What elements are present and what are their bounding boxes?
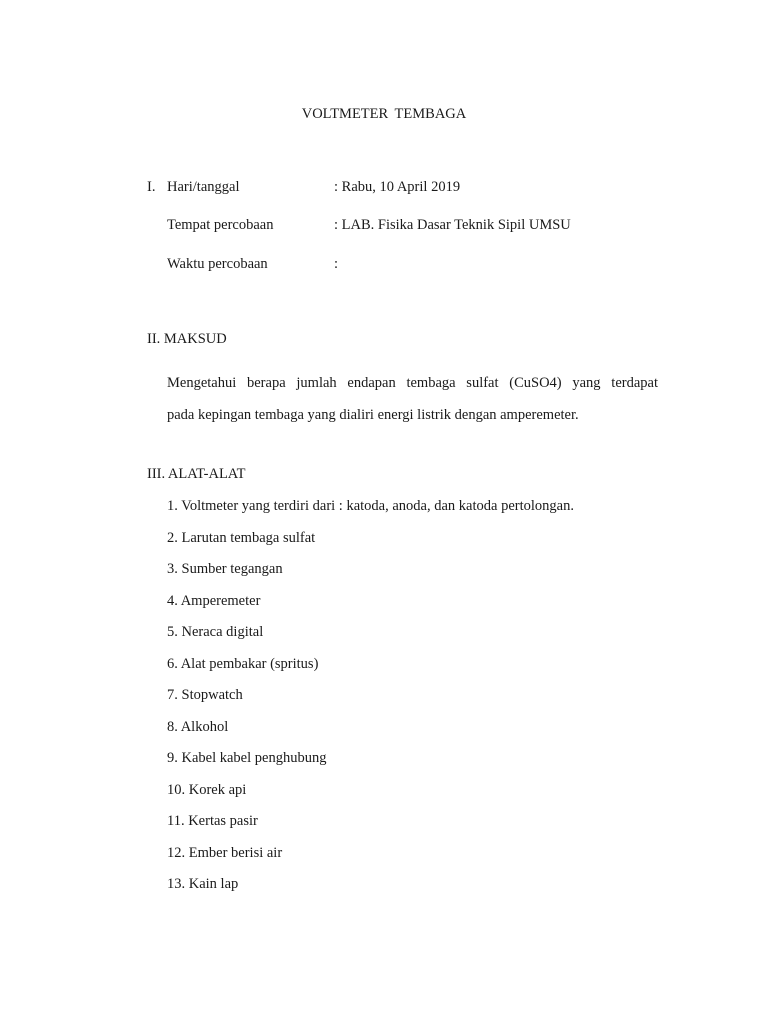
section-1-numeral: I. — [147, 179, 156, 195]
list-item: 3. Sumber tegangan — [167, 561, 283, 577]
list-item: 8. Alkohol — [167, 719, 229, 735]
document-title: VOLTMETER TEMBAGA — [301, 106, 467, 122]
label-tempat-percobaan: Tempat percobaan — [167, 217, 274, 233]
value-hari-tanggal: : Rabu, 10 April 2019 — [334, 179, 461, 195]
label-hari-tanggal: Hari/tanggal — [167, 179, 240, 195]
list-item: 5. Neraca digital — [167, 624, 264, 640]
list-item: 1. Voltmeter yang terdiri dari : katoda, anoda, dan katoda pertolongan. — [167, 498, 574, 514]
list-item: 11. Kertas pasir — [167, 813, 258, 829]
value-tempat-percobaan: : LAB. Fisika Dasar Teknik Sipil UMSU — [334, 217, 571, 233]
maksud-line: pada kepingan tembaga yang dialiri energi listrik dengan amperemeter. — [167, 407, 579, 423]
list-item: 10. Korek api — [167, 782, 247, 798]
value-waktu-percobaan: : — [334, 256, 339, 272]
maksud-paragraph — [167, 367, 658, 431]
list-item: 7. Stopwatch — [167, 687, 243, 703]
section-3-heading: III. ALAT-ALAT — [147, 466, 246, 482]
section-2-heading: II. MAKSUD — [147, 331, 227, 347]
maksud-line: Mengetahui berapa jumlah endapan tembaga sulfat (CuSO4) yang terdapat — [167, 375, 658, 391]
list-item: 13. Kain lap — [167, 876, 239, 892]
list-item: 12. Ember berisi air — [167, 845, 283, 861]
list-item: 2. Larutan tembaga sulfat — [167, 530, 316, 546]
list-item: 9. Kabel kabel penghubung — [167, 750, 327, 766]
label-waktu-percobaan: Waktu percobaan — [167, 256, 268, 272]
list-item: 4. Amperemeter — [167, 593, 261, 609]
list-item: 6. Alat pembakar (spritus) — [167, 656, 319, 672]
